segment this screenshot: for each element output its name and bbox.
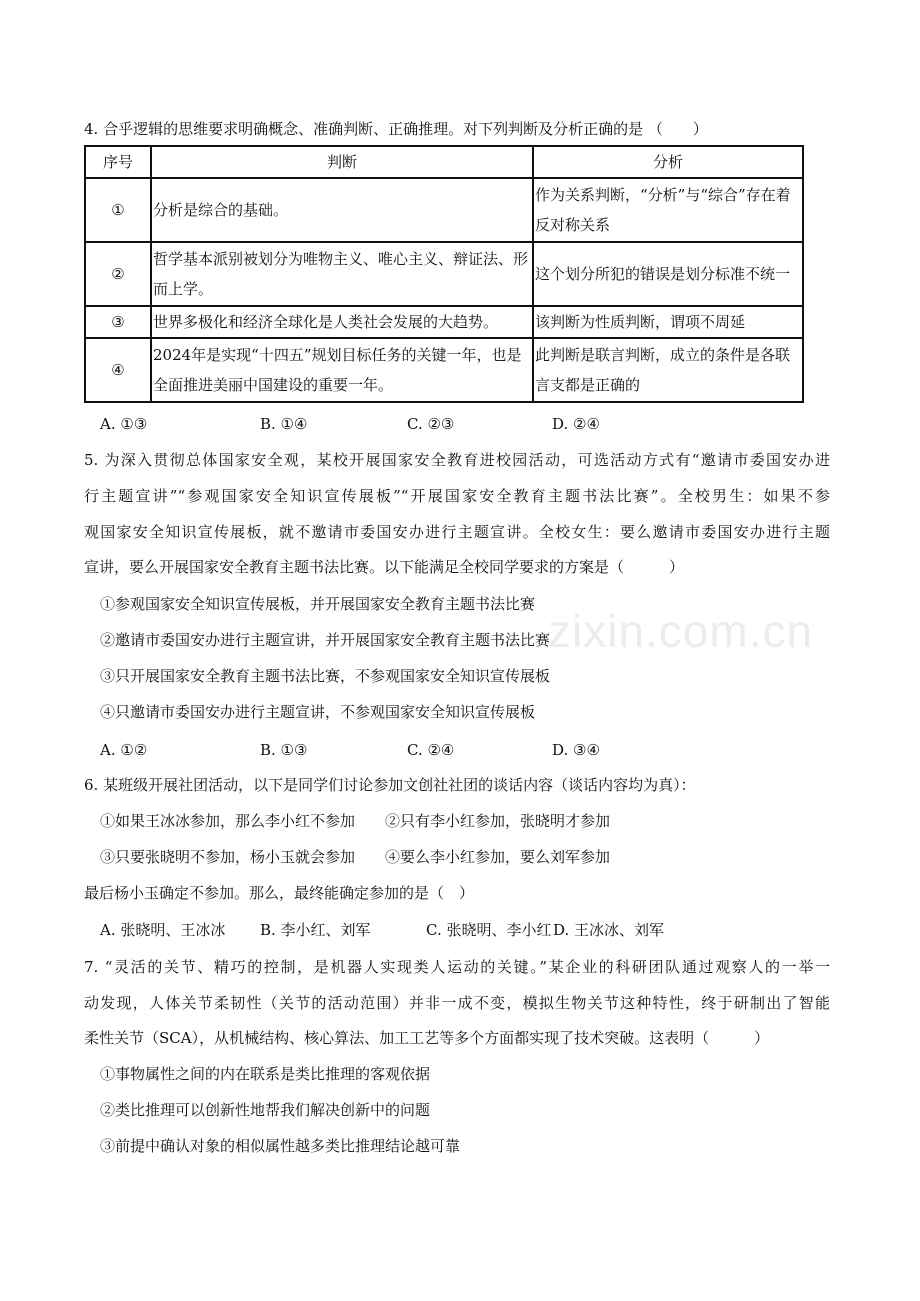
row-number: ③ (85, 306, 151, 338)
judgment-cell: 分析是综合的基础。 (151, 178, 533, 242)
option-d: D. 王冰冰、刘军 (553, 921, 665, 939)
q5-stem-line: 行主题宣讲”“参观国家安全知识宣传展板”“开展国家安全教育主题书法比赛”。全校男生：如果不参 (84, 487, 830, 505)
table-header-row (85, 146, 803, 178)
q6-statements: ③只要张晓明不参加，杨小玉就会参加 ④要么李小红参加，要么刘军参加 (100, 848, 611, 866)
q5-item: ③只开展国家安全教育主题书法比赛，不参观国家安全知识宣传展板 (100, 667, 551, 685)
option-a: A. ①③ (100, 415, 148, 433)
q5-item: ④只邀请市委国安办进行主题宣讲，不参观国家安全知识宣传展板 (100, 703, 536, 721)
table-row (85, 306, 803, 338)
row-number: ② (85, 242, 151, 306)
q5-stem-line: 5. 为深入贯彻总体国家安全观，某校开展国家安全教育进校园活动，可选活动方式有“邀请市委国安办进 (84, 451, 830, 469)
q7-stem-line: 动发现，人体关节柔韧性（关节的活动范围）并非一成不变，模拟生物关节这种特性，终于研制出了智能 (84, 994, 830, 1012)
q6-options (100, 920, 664, 940)
q4-table (84, 145, 804, 403)
q5-stem-line: 观国家安全知识宣传展板，就不邀请市委国安办进行主题宣讲。全校女生：要么邀请市委国安办进行主题 (84, 523, 830, 541)
q6-stem: 6. 某班级开展社团活动，以下是同学们讨论参加文创社社团的谈话内容（谈话内容均为真）： (84, 776, 696, 794)
option-b: B. ①④ (260, 415, 308, 433)
header-cell: 判断 (151, 146, 533, 178)
q4-options (100, 414, 600, 434)
analysis-cell: 此判断是联言判断，成立的条件是各联言支都是正确的 (533, 338, 803, 402)
option-a: A. ①② (100, 741, 148, 759)
table-row (85, 338, 803, 402)
q6-statements: ①如果王冰冰参加，那么李小红不参加 ②只有李小红参加，张晓明才参加 (100, 812, 611, 830)
row-number: ① (85, 178, 151, 242)
judgment-cell: 2024年是实现“十四五”规划目标任务的关键一年，也是全面推进美丽中国建设的重要一年。 (151, 338, 533, 402)
judgment-cell: 世界多极化和经济全球化是人类社会发展的大趋势。 (151, 306, 533, 338)
q5-item: ②邀请市委国安办进行主题宣讲，并开展国家安全教育主题书法比赛 (100, 631, 551, 649)
q5-stem-line: 宣讲，要么开展国家安全教育主题书法比赛。以下能满足全校同学要求的方案是（ ） (84, 558, 685, 576)
q7-item: ①事物属性之间的内在联系是类比推理的客观依据 (100, 1065, 431, 1083)
judgment-cell: 哲学基本派别被划分为唯物主义、唯心主义、辩证法、形而上学。 (151, 242, 533, 306)
option-b: B. 李小红、刘军 (260, 921, 371, 939)
watermark: zixin.com.cn (548, 605, 814, 657)
table-row (85, 242, 803, 306)
header-cell: 分析 (533, 146, 803, 178)
option-d: D. ③④ (552, 741, 600, 759)
table-row (85, 178, 803, 242)
header-cell: 序号 (85, 146, 151, 178)
option-d: D. ②④ (552, 415, 600, 433)
q5-options (100, 740, 600, 760)
option-a: A. 张晓明、王冰冰 (100, 921, 226, 939)
q7-item: ②类比推理可以创新性地帮我们解决创新中的问题 (100, 1101, 431, 1119)
option-b: B. ①③ (260, 741, 308, 759)
q5-item: ①参观国家安全知识宣传展板，并开展国家安全教育主题书法比赛 (100, 595, 536, 613)
analysis-cell: 作为关系判断，“分析”与“综合”存在着反对称关系 (533, 178, 803, 242)
q4-stem: 4. 合乎逻辑的思维要求明确概念、准确判断、正确推理。对下列判断及分析正确的是 （ ） (84, 120, 708, 138)
q7-stem-line: 7. “灵活的关节、精巧的控制，是机器人实现类人运动的关键。”某企业的科研团队通过观察人的一举一 (84, 958, 830, 976)
option-c: C. ②④ (407, 741, 455, 759)
option-c: C. 张晓明、李小红 (426, 921, 552, 939)
q6-conclusion: 最后杨小玉确定不参加。那么，最终能确定参加的是（ ） (84, 884, 475, 902)
q7-stem-line: 柔性关节（SCA），从机械结构、核心算法、加工工艺等多个方面都实现了技术突破。这表明（ ） (84, 1029, 770, 1047)
analysis-cell: 该判断为性质判断，谓项不周延 (533, 306, 803, 338)
q7-item: ③前提中确认对象的相似属性越多类比推理结论越可靠 (100, 1137, 461, 1155)
option-c: C. ②③ (407, 415, 455, 433)
analysis-cell: 这个划分所犯的错误是划分标准不统一 (533, 242, 803, 306)
row-number: ④ (85, 338, 151, 402)
